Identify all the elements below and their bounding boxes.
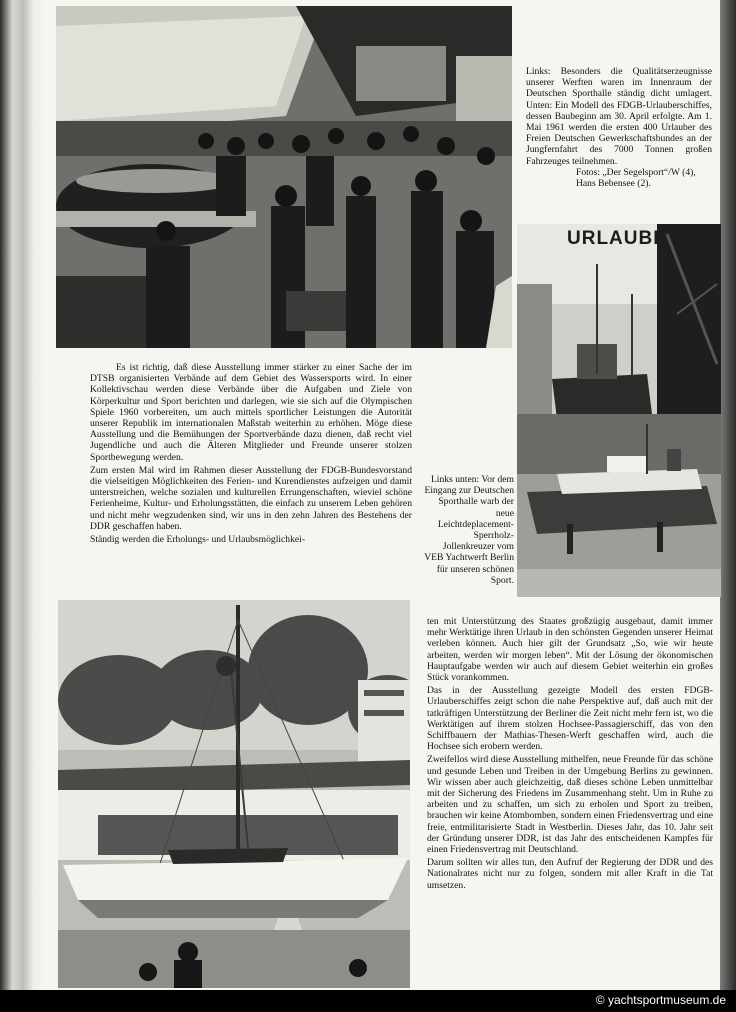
sign-urlauber: URLAUBE (567, 228, 667, 249)
watermark-text: © yachtsportmuseum.de (595, 993, 726, 1007)
article-column-right (427, 616, 713, 893)
photo-credit-2: Hans Bebensee (2). (576, 178, 651, 190)
photo-sailboat (58, 600, 410, 988)
caption-left-bottom (424, 474, 514, 586)
article-paragraph: ten mit Unterstützung des Staates großzügig ausgebaut, damit immer mehr Werktätige ihren Urlaub in den schönsten Gegenden unserer Heimat verleben können. Auch hier gilt der Grundsatz „So, wie wir heute arbeiten, werden wir morgen leben“. Mit der Lösung der ökonomischen Hauptaufgabe werden wir auch auf diesem Gebiet weiterhin ein großes Stück vorankommen. (427, 616, 713, 684)
photo-ship-model (517, 224, 721, 597)
article-paragraph: Darum sollten wir alles tun, den Aufruf der Regierung der DDR und des Nationalrates nicht nur zu folgen, sondern mit aller Kraft in die Tat umsetzen. (427, 857, 713, 891)
article-paragraph: Das in der Ausstellung gezeigte Modell des ersten FDGB-Urlauberschiffes zeigt schon die nahe Perspektive auf, daß auch mit der tatkräftigen Unterstützung der Berliner die Zeit nicht mehr fern ist, wo die Werktätigen auf ihrem stolzen Hochsee-Passagierschiff, das von den Schiffbauern der Mathias-Thesen-Werft geschaffen wird, auch die Hochsee sich erobern werden. (427, 685, 713, 753)
photo-exhibition-crowd (56, 6, 512, 348)
book-spine (0, 0, 42, 990)
article-column-left (90, 362, 412, 547)
caption-left-text: Links unten: Vor dem Eingang zur Deutschen Sporthalle warb der neue Leichtdeplacement-Sperrholz-Jollenkreuzer vom VEB Yachtwerft Berlin für unseren schönen Sport. (424, 474, 514, 586)
article-paragraph: Zum ersten Mal wird im Rahmen dieser Ausstellung der FDGB-Bundesvorstand die vielseitigen Möglichkeiten des Ferien- und Kurendienstes aufzeigen und damit unterstreichen, welche sozialen und kulturellen Errungenschaften, wieviel schöne Ferienheime, Kultur- und Erholungsstätten, die einfach zu unserem Leben gehören und nicht mehr wegzudenken sind, wir uns in den zehn Jahren des Bestehens der DDR geschaffen haben. (90, 464, 412, 532)
photo-credit-1: Fotos: „Der Segelsport“/W (4), (576, 166, 696, 178)
article-paragraph: Es ist richtig, daß diese Ausstellung immer stärker zu einer Sache der im DTSB organisierten Verbände auf dem Gebiet des Wassersports wird. In einer Kollektivschau werden diese Verbände über die Aufgaben und Ziele von Körperkultur und Sport berichten und darlegen, wie sie sich auf die Olympischen Spiele 1960 vorbereiten, um auch mittels sportlicher Leistungen die Autorität unserer Republik im internationalen Maßstab weiterhin zu erhöhen. Möge diese Ausstellung und die Bemühungen der Sportverbände dazu dienen, daß recht viel Jugendliche und auch die Älteren Mitglieder und Freunde unserer stolzen Sportbewegung werden. (90, 362, 412, 463)
page-edge-shadow (720, 0, 736, 990)
caption-top-text: Links: Besonders die Qualitätserzeugnisse unserer Werften waren im Innenraum der Deutschen Sporthalle ständig dicht umlagert. Unten: Ein Modell des FDGB-Urlauberschiffes, dessen Baubeginn am 30. April erfolgte. Am 1. Mai 1961 werden die ersten 400 Urlauber des Freien Deutschen Gewerkschaftsbundes an der Jungfernfahrt des 7000 Tonnen großen Fahrzeuges teilnehmen. (526, 66, 712, 167)
caption-top-right (526, 66, 712, 189)
article-paragraph: Ständig werden die Erholungs- und Urlaubsmöglichkei- (90, 534, 306, 546)
article-paragraph: Zweifellos wird diese Ausstellung mithelfen, neue Freunde für das schöne und gesunde Leben und Treiben in der Umgebung Berlins zu gewinnen. Wir wissen aber auch gleichzeitig, daß dieses schöne Leben unmittelbar mit der Sicherung des Friedens im Zusammenhang steht. Um in Ruhe zu arbeiten und zu schaffen, um sich zu erholen und Sport zu treiben, brauchen wir keine Atombomben, sondern einen Friedensvertrag und eine freie, entmilitarisierte Stadt in Westberlin. Dieses Jahr, das 10. Jahr seit der Gründung unserer DDR, ist das Jahr des entscheidenen Kampfes für einen Friedensvertrag mit Deutschland. (427, 754, 713, 856)
